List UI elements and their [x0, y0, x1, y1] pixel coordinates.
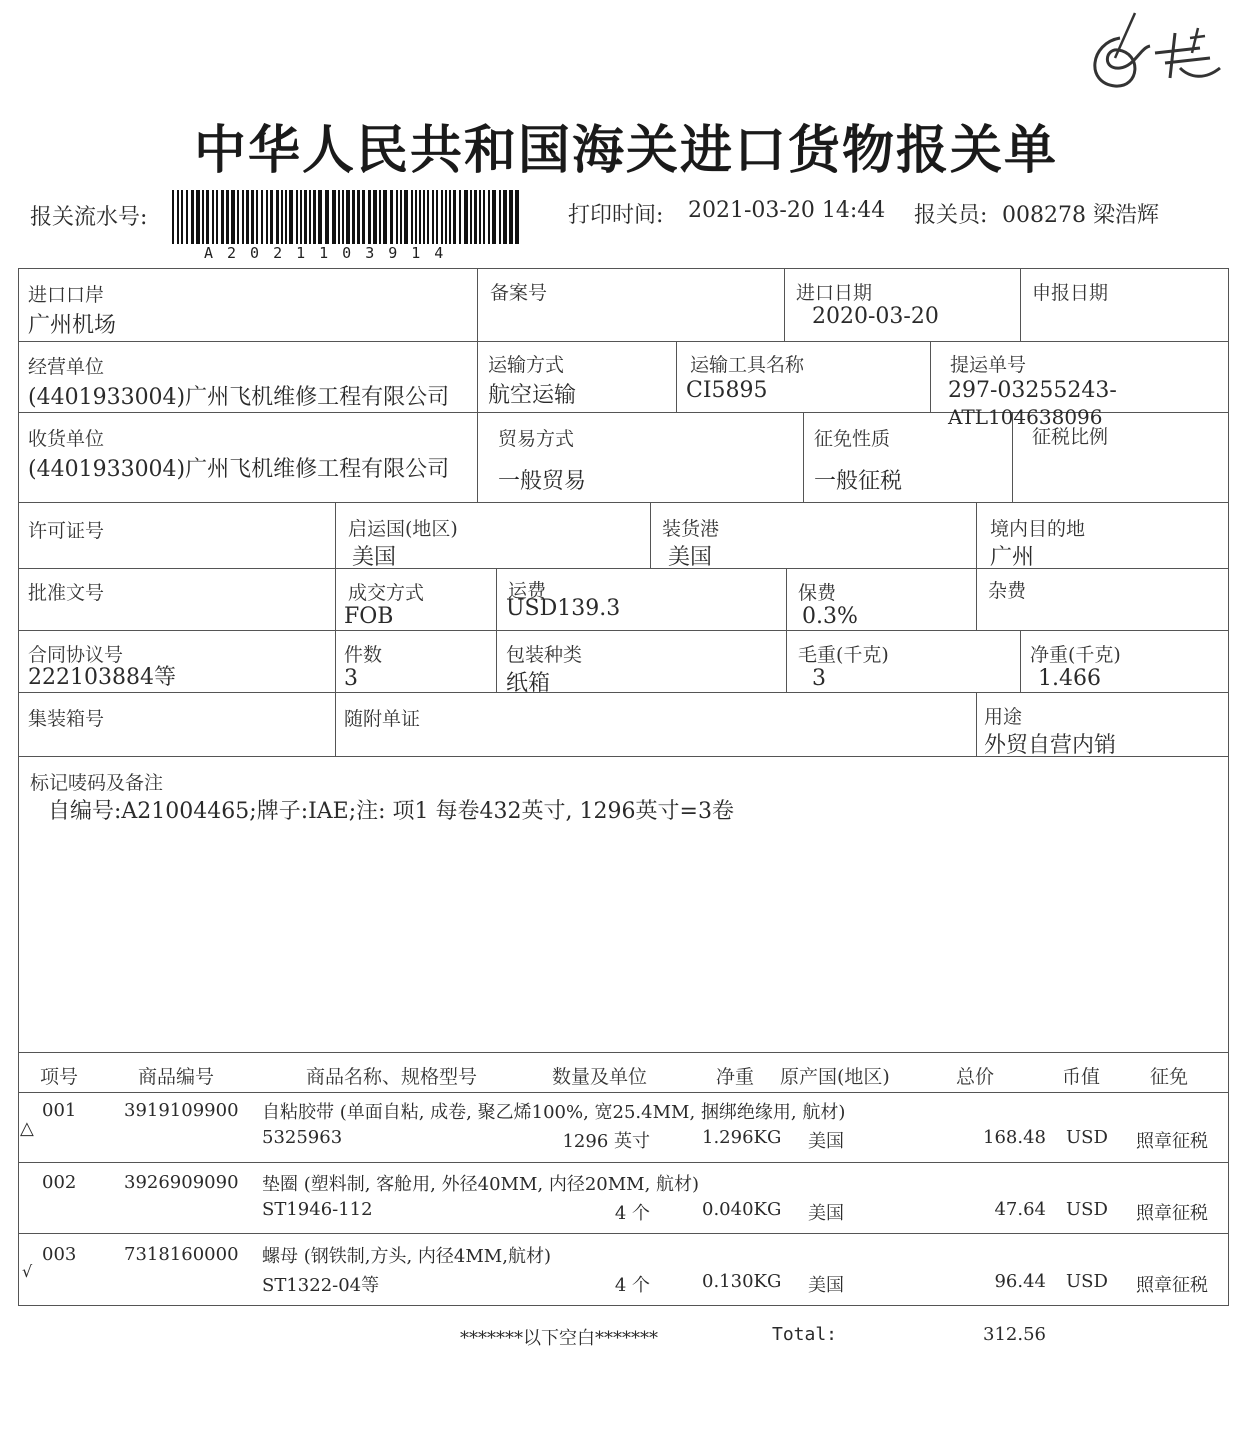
barcode-bar [261, 190, 263, 244]
gross-weight-value: 3 [812, 666, 826, 691]
barcode-bar [186, 190, 188, 244]
col-currency: 币值 [1062, 1066, 1101, 1088]
barcode-bar [411, 190, 413, 244]
destination-value: 广州 [990, 545, 1035, 570]
bill-no-value-1: 297-03255243- [948, 378, 1117, 403]
barcode-bar [270, 190, 273, 244]
col-origin: 原产国(地区) [780, 1066, 890, 1088]
license-label: 许可证号 [28, 520, 105, 542]
barcode-bar [488, 190, 490, 244]
barcode-bar [379, 190, 381, 244]
barcode-bar [172, 190, 174, 244]
container-no-label: 集装箱号 [28, 708, 105, 730]
levy-nature-value: 一般征税 [814, 469, 903, 494]
barcode-bar [181, 190, 183, 244]
barcode-bar [459, 190, 461, 244]
row-total: 168.48 [983, 1127, 1046, 1148]
barcode-bar [357, 190, 360, 244]
row-origin: 美国 [808, 1275, 844, 1296]
row-qty: 4 个 [614, 1203, 650, 1224]
row-name: 螺母 (钢铁制,方头, 内径4MM,航材) [262, 1246, 551, 1267]
col-total: 总价 [956, 1066, 995, 1088]
barcode-bar [464, 190, 468, 244]
transport-mode-label: 运输方式 [488, 354, 565, 376]
operator-value: (4401933004)广州飞机维修工程有限公司 [28, 385, 450, 410]
usage-label: 用途 [984, 706, 1023, 728]
insurance-value: 0.3% [802, 604, 858, 629]
row-mark: √ [22, 1262, 33, 1281]
origin-country-label: 启运国(地区) [348, 518, 458, 540]
handwritten-signature [1080, 8, 1230, 98]
barcode-text: A2021103914 [204, 244, 458, 262]
row-item: 002 [42, 1172, 77, 1193]
insurance-label: 保费 [798, 582, 837, 604]
barcode-bar [445, 190, 447, 244]
barcode-bar [503, 190, 507, 244]
row-mark: △ [20, 1118, 34, 1139]
barcode-bar [309, 190, 311, 244]
row-item: 001 [42, 1100, 77, 1121]
vehicle-name-label: 运输工具名称 [690, 354, 805, 376]
row-origin: 美国 [808, 1203, 844, 1224]
barcode-bar [237, 190, 239, 244]
barcode-bar [285, 190, 287, 244]
row-qty: 4 个 [614, 1275, 650, 1296]
barcode-bar [304, 190, 307, 244]
packages-label: 件数 [344, 644, 383, 666]
barcode-bar [338, 190, 340, 244]
total-value: 312.56 [983, 1324, 1046, 1345]
serial-label: 报关流水号: [30, 205, 148, 230]
import-date-value: 2020-03-20 [812, 304, 939, 329]
declare-date-label: 申报日期 [1032, 282, 1109, 304]
barcode-bar [423, 190, 425, 244]
barcode-bar [242, 190, 244, 244]
import-port-value: 广州机场 [28, 313, 117, 338]
trade-mode-label: 贸易方式 [498, 428, 575, 450]
barcode-bar [212, 190, 214, 244]
barcode-bar [251, 190, 254, 244]
package-type-value: 纸箱 [506, 671, 551, 696]
import-date-label: 进口日期 [796, 282, 873, 304]
barcode-bar [400, 190, 402, 244]
row-currency: USD [1066, 1127, 1108, 1148]
barcode-bar [415, 190, 417, 244]
row-code: 3926909090 [124, 1172, 239, 1193]
row-net: 1.296KG [702, 1127, 782, 1148]
row-total: 96.44 [994, 1271, 1046, 1292]
col-qty: 数量及单位 [552, 1066, 648, 1088]
document-title: 中华人民共和国海关进口货物报关单 [193, 120, 1058, 181]
remarks-value: 自编号:A21004465;牌子:IAE;注: 项1 每卷432英寸, 1296英寸=3卷 [48, 799, 734, 824]
barcode-bar [342, 190, 344, 244]
col-net: 净重 [716, 1066, 755, 1088]
consignee-label: 收货单位 [28, 428, 105, 450]
barcode-bar [419, 190, 421, 244]
barcode-bar [396, 190, 398, 244]
print-time-label: 打印时间: [568, 203, 664, 228]
row-total: 47.64 [994, 1199, 1046, 1220]
barcode-bar [202, 190, 204, 244]
row-currency: USD [1066, 1271, 1108, 1292]
barcode-bar [449, 190, 451, 244]
bill-no-label: 提运单号 [950, 354, 1027, 376]
loading-port-label: 装货港 [662, 518, 720, 540]
barcode-bar [499, 190, 501, 244]
import-port-label: 进口口岸 [28, 284, 105, 306]
barcode-bar [436, 190, 438, 244]
barcode-bar [470, 190, 472, 244]
remarks-label: 标记唛码及备注 [30, 772, 164, 794]
row-levy: 照章征税 [1136, 1275, 1208, 1296]
barcode-bar [383, 190, 387, 244]
barcode-bar [432, 190, 434, 244]
barcode-bar [313, 190, 316, 244]
barcode-bar [296, 190, 298, 244]
barcode-bar [332, 190, 336, 244]
freight-label: 运费 [508, 580, 547, 602]
barcode-bar [226, 190, 229, 244]
barcode-bar [441, 190, 443, 244]
barcode-bar [191, 190, 194, 244]
contract-no-label: 合同协议号 [28, 644, 124, 666]
barcode-bar [453, 190, 456, 244]
levy-ratio-label: 征税比例 [1032, 426, 1109, 448]
row-levy: 照章征税 [1136, 1131, 1208, 1152]
row-item: 003 [42, 1244, 77, 1265]
col-item: 项号 [40, 1066, 79, 1088]
net-weight-value: 1.466 [1038, 666, 1101, 691]
barcode-bar [216, 190, 218, 244]
col-levy: 征免 [1150, 1066, 1189, 1088]
broker-label: 报关员: [914, 203, 988, 228]
row-code: 3919109900 [124, 1100, 239, 1121]
barcode-bar [346, 190, 350, 244]
row-currency: USD [1066, 1199, 1108, 1220]
contract-no-value: 222103884等 [28, 665, 176, 690]
gross-weight-label: 毛重(千克) [798, 644, 889, 666]
row-net: 0.130KG [702, 1271, 782, 1292]
barcode-bar [479, 190, 481, 244]
row-net: 0.040KG [702, 1199, 782, 1220]
deal-mode-value: FOB [344, 604, 394, 629]
barcode-bar [404, 190, 408, 244]
row-origin: 美国 [808, 1131, 844, 1152]
approval-no-label: 批准文号 [28, 582, 105, 604]
operator-label: 经营单位 [28, 356, 105, 378]
row-code: 7318160000 [124, 1244, 239, 1265]
barcode-bar [362, 190, 365, 244]
usage-value: 外贸自营内销 [984, 733, 1117, 758]
row-qty: 1296 英寸 [562, 1131, 650, 1152]
loading-port-value: 美国 [668, 545, 713, 570]
barcode-bar [300, 190, 302, 244]
barcode-bar [289, 190, 293, 244]
consignee-value: (4401933004)广州飞机维修工程有限公司 [28, 457, 450, 482]
destination-label: 境内目的地 [990, 518, 1086, 540]
barcode-bar [256, 190, 258, 244]
packages-value: 3 [344, 666, 358, 691]
barcode-bar [266, 190, 268, 244]
row-name: 垫圈 (塑料制, 客舱用, 外径40MM, 内径20MM, 航材) [262, 1174, 700, 1195]
barcode-bar [352, 190, 355, 244]
package-type-label: 包装种类 [506, 644, 583, 666]
barcode-bar [368, 190, 371, 244]
col-code: 商品编号 [138, 1066, 215, 1088]
barcode-bar [373, 190, 377, 244]
barcode-bar [492, 190, 496, 244]
barcode-bar [281, 190, 283, 244]
net-weight-label: 净重(千克) [1030, 644, 1121, 666]
barcode-bar [483, 190, 485, 244]
barcode-bar [177, 190, 179, 244]
barcode-bar [246, 190, 249, 244]
attached-docs-label: 随附单证 [344, 708, 421, 730]
broker: 008278 梁浩辉 [1002, 203, 1159, 228]
barcode-bar [515, 190, 519, 244]
record-no-label: 备案号 [490, 282, 548, 304]
trade-mode-value: 一般贸易 [498, 469, 587, 494]
barcode-bar [276, 190, 279, 244]
blank-note: *******以下空白******* [460, 1328, 658, 1349]
barcode-bar [231, 190, 235, 244]
col-name: 商品名称、规格型号 [306, 1066, 478, 1088]
freight-value: USD139.3 [506, 596, 621, 621]
barcode-bar [221, 190, 224, 244]
barcode-bar [427, 190, 429, 244]
row-levy: 照章征税 [1136, 1203, 1208, 1224]
transport-mode-value: 航空运输 [488, 383, 577, 408]
barcode-bar [318, 190, 322, 244]
levy-nature-label: 征免性质 [814, 428, 891, 450]
barcode-bar [325, 190, 329, 244]
row-model: 5325963 [262, 1127, 343, 1148]
misc-fee-label: 杂费 [988, 580, 1027, 602]
barcode-bar [474, 190, 477, 244]
barcode [170, 190, 524, 248]
barcode-bar [390, 190, 393, 244]
deal-mode-label: 成交方式 [348, 582, 425, 604]
total-label: Total: [772, 1324, 838, 1345]
barcode-bar [196, 190, 200, 244]
barcode-bar [206, 190, 209, 244]
row-model: ST1946-112 [262, 1199, 373, 1220]
row-model: ST1322-04等 [262, 1275, 380, 1296]
print-time: 2021-03-20 14:44 [688, 198, 886, 223]
bill-no-value-2: ATL104638096 [948, 405, 1103, 429]
barcode-bar [509, 190, 513, 244]
vehicle-name-value: CI5895 [686, 378, 768, 403]
origin-country-value: 美国 [352, 545, 397, 570]
row-name: 自粘胶带 (单面自粘, 成卷, 聚乙烯100%, 宽25.4MM, 捆绑绝缘用, 航材) [262, 1102, 846, 1123]
